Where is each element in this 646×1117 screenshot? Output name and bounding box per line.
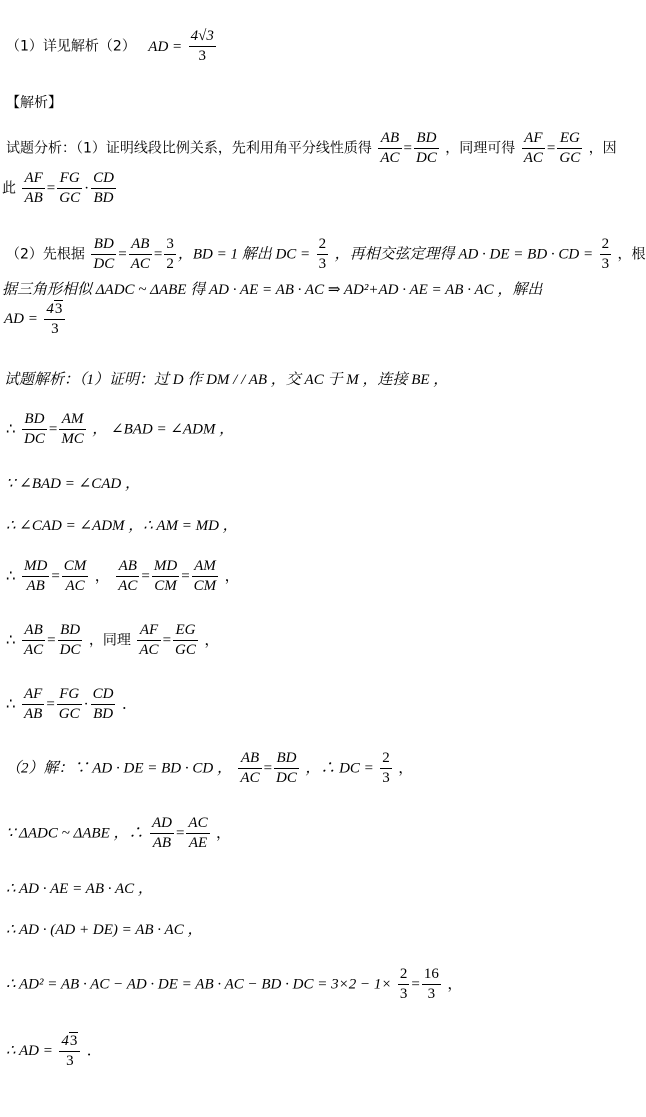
section-title: 【解析】	[6, 95, 62, 111]
answer-label: （1）详见解析（2）	[6, 38, 136, 55]
solution-step1: ∴ $\frac{BD}{DC}$ = $\frac{AM}{MC}$ ， ∠BAD = ∠ADM ，	[6, 411, 235, 447]
analysis-p2-line2: 据三角形相似 ΔADC ~ ΔABE 得 AD · AE = AB · AC ⇒ AD²+AD · AE = AB · AC ，解出	[2, 282, 543, 298]
analysis-p1-line2: 此 $\frac{AF}{AB}$ = $\frac{FG}{GC}$ · $\frac{CD}{BD}$	[2, 170, 114, 206]
solution-step2: ∵ ∠BAD = ∠CAD ，	[6, 476, 140, 492]
frac-bd-dc: $\frac{BD}{DC}$	[416, 130, 437, 166]
answer-fraction: $\frac{4√3}{3}$	[190, 28, 214, 64]
analysis-p1-line1: 试题分析：（1）证明线段比例关系，先利用角平分线性质得 $\frac{AB}{AC}$ = $\frac{BD}{DC}$ ，同理可得 $\frac{AF}{AC}$ = $\frac{EG}{GC}$ ，因	[6, 130, 617, 166]
analysis-p2-line1: （2）先根据 $\frac{BD}{DC}$ = $\frac{AB}{AC}$ = $\frac{3}{2}$ ，BD = 1 解出 DC = $\frac{2}{3}$ ，再相交弦定理得 AD · DE = BD · CD = $\frac{2}{3}$ ，根	[6, 236, 646, 272]
solution-intro: 试题解析：（1）证明：过 D 作 DM / / AB ，交 AC 于 M ，连接 BE ，	[4, 372, 449, 388]
solution-e1: ∴ AD · AE = AB · AC ，	[6, 881, 153, 897]
answer-lhs: AD =	[148, 38, 183, 55]
solution-p2-intro: （2）解：∵ AD · DE = BD · CD ， $\frac{AB}{AC}$ = $\frac{BD}{DC}$ ，∴ DC = $\frac{2}{3}$ ，	[6, 750, 414, 786]
analysis-p2-line3: AD = $\frac{43}{3}$	[4, 300, 67, 338]
solution-step4: ∴ $\frac{MD}{AB}$ = $\frac{CM}{AC}$ ， $\frac{AB}{AC}$ = $\frac{MD}{CM}$ = $\frac{AM}{CM}$ ，	[6, 558, 240, 594]
solution-step5: ∴ $\frac{AB}{AC}$ = $\frac{BD}{DC}$ ，同理 $\frac{AF}{AC}$ = $\frac{EG}{GC}$ ，	[6, 622, 220, 658]
frac-af-ab: $\frac{AF}{AB}$	[24, 170, 43, 206]
solution-step6: ∴ $\frac{AF}{AB}$ = $\frac{FG}{GC}$ · $\frac{CD}{BD}$ ．	[6, 686, 137, 722]
solution-e2: ∴ AD · (AD + DE) = AB · AC ，	[6, 922, 203, 938]
frac-eg-gc: $\frac{EG}{GC}$	[559, 130, 581, 166]
solution-step3: ∴ ∠CAD = ∠ADM ，∴ AM = MD ，	[6, 518, 238, 534]
frac-fg-gc: $\frac{FG}{GC}$	[59, 170, 81, 206]
solution-final: ∴ AD = $\frac{43}{3}$ ．	[6, 1033, 102, 1069]
frac-ab-ac: $\frac{AB}{AC}$	[380, 130, 400, 166]
solution-similar: ∵ ΔADC ~ ΔABE ，∴ $\frac{AD}{AB}$ = $\frac{AC}{AE}$ ，	[6, 815, 232, 851]
frac-cd-bd: $\frac{CD}{BD}$	[93, 170, 114, 206]
answer-line	[6, 28, 218, 65]
frac-af-ac: $\frac{AF}{AC}$	[523, 130, 543, 166]
solution-e3: ∴ AD² = AB · AC − AD · DE = AB · AC − BD · DC = 3×2 − 1× $\frac{2}{3}$ = $\frac{16}{3}$ ，	[6, 966, 463, 1002]
